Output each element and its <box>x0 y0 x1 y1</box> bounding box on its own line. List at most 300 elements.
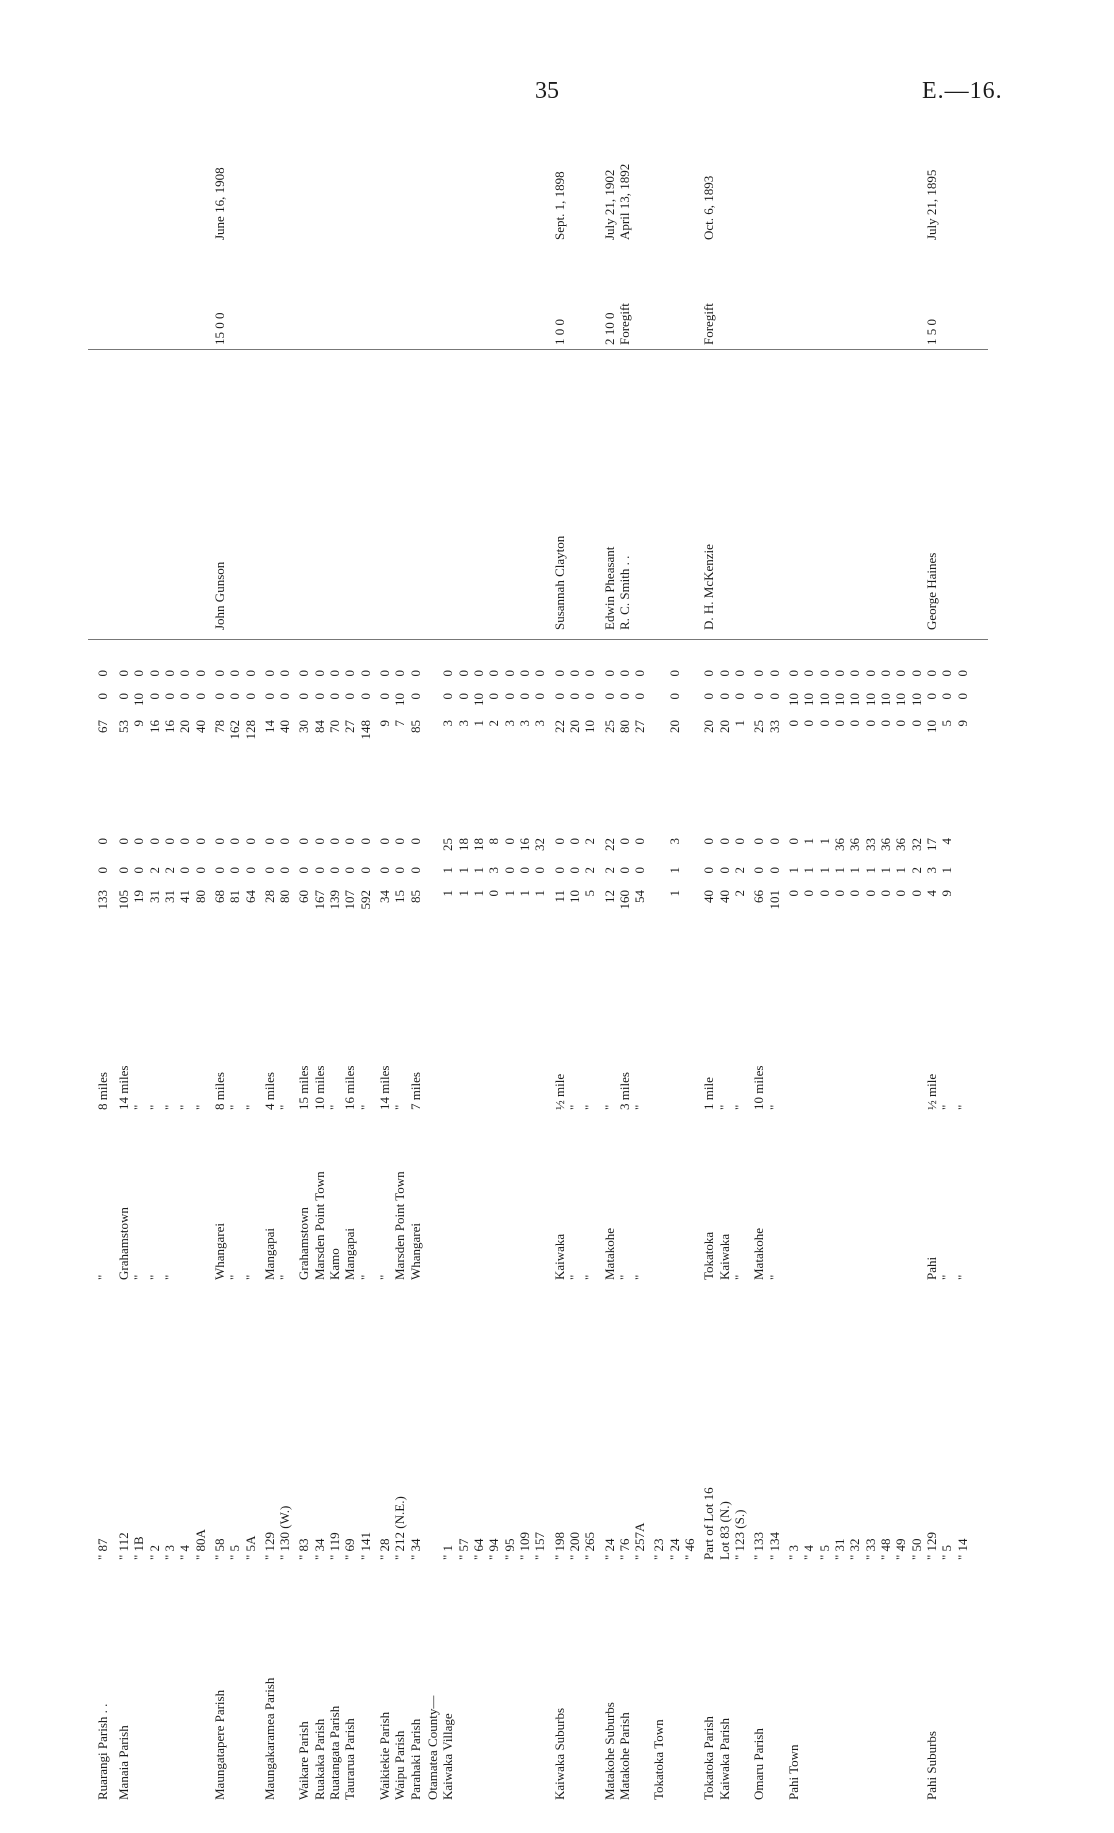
value-pounds-cell: 3 <box>532 720 548 727</box>
value-pounds-cell: 40 <box>277 720 293 733</box>
acres-cell: 592 <box>357 890 373 910</box>
value-pence-cell: 0 <box>801 670 817 677</box>
perches-cell: 33 <box>862 838 878 851</box>
distance-cell: 14 miles <box>376 1065 392 1110</box>
section-cell: " 24 <box>666 1538 682 1560</box>
value-pounds-cell: 27 <box>342 720 358 733</box>
value-pence-cell: 0 <box>517 670 533 677</box>
value-pounds-cell: 2 <box>486 720 502 727</box>
roods-cell: 0 <box>192 867 208 874</box>
value-pence-cell: 0 <box>161 670 177 677</box>
distance-cell: " <box>192 1104 208 1110</box>
table-row <box>441 80 455 1800</box>
value-shillings-cell: 0 <box>751 693 767 700</box>
table-row <box>378 80 392 1800</box>
table-row <box>768 80 782 1800</box>
perches-cell: 0 <box>732 838 748 845</box>
value-pounds-cell: 1 <box>732 720 748 727</box>
value-shillings-cell: 0 <box>616 693 632 700</box>
nearest-town-cell: " <box>94 1274 110 1280</box>
district-cell: Maungatapere Parish <box>211 1689 227 1800</box>
section-cell: " 48 <box>878 1538 894 1560</box>
value-pence-cell: 0 <box>666 670 682 677</box>
table-row <box>603 80 617 1800</box>
section-cell: " 157 <box>532 1531 548 1560</box>
value-pence-cell: 0 <box>908 670 924 677</box>
roods-cell: 0 <box>227 867 243 874</box>
value-pence-cell: 0 <box>146 670 162 677</box>
roods-cell: 0 <box>296 867 312 874</box>
table-row <box>956 80 970 1800</box>
distance-cell: 8 miles <box>94 1072 110 1110</box>
nearest-town-cell: " <box>616 1274 632 1280</box>
distance-cell: " <box>327 1104 342 1110</box>
value-pounds-cell: 10 <box>924 720 940 733</box>
value-shillings-cell: 0 <box>357 693 373 700</box>
roods-cell: 0 <box>716 867 732 874</box>
value-pounds-cell: 3 <box>501 720 517 727</box>
roods-cell: 0 <box>392 867 408 874</box>
district-cell: Waikare Parish <box>296 1721 312 1800</box>
district-cell: Waikiekie Parish <box>376 1711 392 1800</box>
section-cell: " 34 <box>311 1538 327 1560</box>
district-cell: Waipu Parish <box>392 1730 408 1800</box>
acres-cell: 10 <box>567 890 582 903</box>
acres-cell: 68 <box>211 890 227 903</box>
value-pounds-cell: 128 <box>242 720 258 740</box>
value-shillings-cell: 10 <box>801 693 817 706</box>
value-pounds-cell: 3 <box>455 720 471 727</box>
acres-cell: 1 <box>501 890 517 897</box>
acres-cell: 54 <box>632 890 648 903</box>
value-pounds-cell: 22 <box>551 720 567 733</box>
section-cell: " 212 (N.E.) <box>392 1496 408 1560</box>
perches-cell: 0 <box>177 838 193 845</box>
roods-cell: 0 <box>766 867 782 874</box>
acres-cell: 19 <box>131 890 147 903</box>
table-row <box>313 80 327 1800</box>
table-row <box>297 80 311 1800</box>
value-pounds-cell: 9 <box>954 720 970 727</box>
acres-cell: 1 <box>532 890 548 897</box>
value-pounds-cell: 0 <box>816 720 832 727</box>
table-row <box>178 80 192 1800</box>
section-cell: " 5A <box>242 1535 258 1560</box>
perches-cell: 0 <box>94 838 110 845</box>
district-cell: Tokatoka Town <box>651 1719 667 1800</box>
section-cell: " 28 <box>376 1538 392 1560</box>
section-cell: " 34 <box>407 1538 423 1560</box>
perches-cell: 3 <box>666 838 682 845</box>
perches-cell: 0 <box>277 838 293 845</box>
value-pounds-cell: 0 <box>862 720 878 727</box>
acres-cell: 31 <box>146 890 162 903</box>
value-shillings-cell: 0 <box>261 693 277 700</box>
roods-cell: 0 <box>517 867 533 874</box>
value-pence-cell: 0 <box>376 670 392 677</box>
value-shillings-cell: 0 <box>532 693 548 700</box>
table-row <box>633 80 647 1800</box>
section-cell: " 33 <box>862 1538 878 1560</box>
lease-date-cell: July 21, 1902 <box>601 169 617 240</box>
distance-cell: 4 miles <box>261 1072 277 1110</box>
distance-cell: 1 mile <box>701 1077 717 1110</box>
value-pence-cell: 0 <box>785 670 801 677</box>
value-shillings-cell: 10 <box>131 693 147 706</box>
perches-cell: 0 <box>357 838 373 845</box>
distance-cell: ½ mile <box>924 1073 940 1110</box>
value-pounds-cell: 20 <box>716 720 732 733</box>
value-pence-cell: 0 <box>311 670 327 677</box>
perches-cell: 4 <box>939 838 955 845</box>
district-cell: Kaiwaka Parish <box>716 1718 732 1800</box>
rent-cell: 2 10 0 <box>601 312 617 345</box>
roods-cell: 0 <box>277 867 293 874</box>
perches-cell: 0 <box>146 838 162 845</box>
district-cell: Tokatoka Parish <box>701 1716 717 1800</box>
distance-cell: 8 miles <box>211 1072 227 1110</box>
roods-cell: 0 <box>376 867 392 874</box>
roods-cell: 3 <box>486 867 502 874</box>
value-pence-cell: 0 <box>440 670 456 677</box>
perches-cell: 0 <box>227 838 243 845</box>
table-row <box>244 80 258 1800</box>
acres-cell: 85 <box>407 890 423 903</box>
roods-cell: 2 <box>732 867 748 874</box>
value-pounds-cell: 16 <box>146 720 162 733</box>
endowment-table <box>88 80 988 1800</box>
table-row <box>328 80 342 1800</box>
acres-cell: 1 <box>666 890 682 897</box>
perches-cell: 0 <box>716 838 732 845</box>
roods-cell: 3 <box>924 867 940 874</box>
value-pence-cell: 0 <box>392 670 408 677</box>
table-row <box>343 80 357 1800</box>
value-shillings-cell: 0 <box>666 693 682 700</box>
distance-cell: " <box>146 1104 162 1110</box>
section-cell: " 129 <box>261 1531 277 1560</box>
value-shillings-cell: 10 <box>831 693 847 706</box>
section-cell: " 200 <box>567 1531 582 1560</box>
perches-cell: 0 <box>701 838 717 845</box>
value-pounds-cell: 148 <box>357 720 373 740</box>
section-cell: " 23 <box>651 1538 667 1560</box>
roods-cell: 0 <box>632 867 648 874</box>
acres-cell: 12 <box>601 890 617 903</box>
acres-cell: 80 <box>192 890 208 903</box>
perches-cell: 36 <box>831 838 847 851</box>
perches-cell: 0 <box>327 838 342 845</box>
nearest-town-cell: Whangarei <box>407 1222 423 1280</box>
value-pounds-cell: 10 <box>582 720 598 733</box>
perches-cell: 0 <box>632 838 648 845</box>
perches-cell: 0 <box>376 838 392 845</box>
perches-cell: 0 <box>296 838 312 845</box>
table-row <box>263 80 277 1800</box>
acres-cell: 101 <box>766 890 782 910</box>
roods-cell: 0 <box>261 867 277 874</box>
nearest-town-cell: Matakohe <box>751 1228 767 1280</box>
value-shillings-cell: 0 <box>632 693 648 700</box>
table-row <box>148 80 162 1800</box>
value-pence-cell: 0 <box>751 670 767 677</box>
table-row <box>132 80 146 1800</box>
section-cell: " 94 <box>486 1538 502 1560</box>
perches-cell: 0 <box>551 838 567 845</box>
value-pence-cell: 0 <box>616 670 632 677</box>
acres-cell: 41 <box>177 890 193 903</box>
value-shillings-cell: 0 <box>242 693 258 700</box>
value-pence-cell: 0 <box>94 670 110 677</box>
section-cell: " 58 <box>211 1538 227 1560</box>
value-shillings-cell: 0 <box>567 693 582 700</box>
table-row <box>818 80 832 1800</box>
perches-cell: 0 <box>311 838 327 845</box>
distance-cell: " <box>954 1104 970 1110</box>
section-cell: " 198 <box>551 1531 567 1560</box>
value-pounds-cell: 162 <box>227 720 243 740</box>
section-cell: " 3 <box>161 1544 177 1560</box>
table-row <box>833 80 847 1800</box>
roods-cell: 0 <box>407 867 423 874</box>
table-row <box>228 80 242 1800</box>
value-pence-cell: 0 <box>862 670 878 677</box>
table-row <box>652 80 666 1800</box>
value-pence-cell: 0 <box>924 670 940 677</box>
value-shillings-cell: 0 <box>94 693 110 700</box>
acres-cell: 34 <box>376 890 392 903</box>
section-cell: " 46 <box>682 1538 698 1560</box>
roods-cell: 1 <box>878 867 894 874</box>
perches-cell: 22 <box>601 838 617 851</box>
acres-cell: 0 <box>816 890 832 897</box>
rent-cell: 15 0 0 <box>211 312 227 345</box>
value-pence-cell: 0 <box>701 670 717 677</box>
value-pounds-cell: 67 <box>94 720 110 733</box>
page-number: 35 <box>535 78 559 104</box>
nearest-town-cell: Grahamstown <box>296 1207 312 1280</box>
value-pence-cell: 0 <box>893 670 909 677</box>
value-pence-cell: 0 <box>716 670 732 677</box>
value-pounds-cell: 0 <box>847 720 863 727</box>
acres-cell: 81 <box>227 890 243 903</box>
value-shillings-cell: 0 <box>296 693 312 700</box>
value-shillings-cell: 10 <box>392 693 408 706</box>
acres-cell: 0 <box>862 890 878 897</box>
roods-cell: 0 <box>567 867 582 874</box>
value-pounds-cell: 0 <box>908 720 924 727</box>
value-pounds-cell: 40 <box>192 720 208 733</box>
perches-cell: 0 <box>567 838 582 845</box>
distance-cell: " <box>392 1104 408 1110</box>
value-shillings-cell: 0 <box>192 693 208 700</box>
section-cell: " 5 <box>939 1544 955 1560</box>
table-row <box>518 80 532 1800</box>
roods-cell: 0 <box>342 867 358 874</box>
value-pounds-cell: 20 <box>567 720 582 733</box>
value-pence-cell: 0 <box>816 670 832 677</box>
district-cell: Kaiwaka Village <box>440 1713 456 1800</box>
section-cell: " 83 <box>296 1538 312 1560</box>
section-cell: " 4 <box>177 1544 193 1560</box>
value-pounds-cell: 25 <box>751 720 767 733</box>
perches-cell: 32 <box>532 838 548 851</box>
value-shillings-cell: 0 <box>327 693 342 700</box>
table-row <box>96 80 110 1800</box>
lease-date-cell: Sept. 1, 1898 <box>551 171 567 240</box>
value-pounds-cell: 0 <box>831 720 847 727</box>
perches-cell: 0 <box>766 838 782 845</box>
district-cell: Matakohe Suburbs <box>601 1702 617 1800</box>
value-shillings-cell: 0 <box>115 693 131 700</box>
table-row <box>879 80 893 1800</box>
section-cell: " 50 <box>908 1538 924 1560</box>
district-cell: Matakohe Parish <box>616 1712 632 1800</box>
distance-cell: " <box>567 1104 582 1110</box>
value-pounds-cell: 84 <box>311 720 327 733</box>
acres-cell: 0 <box>893 890 909 897</box>
acres-cell: 60 <box>296 890 312 903</box>
value-shillings-cell: 0 <box>732 693 748 700</box>
perches-cell: 25 <box>440 838 456 851</box>
section-cell: " 130 (W.) <box>277 1505 293 1560</box>
nearest-town-cell: " <box>567 1274 582 1280</box>
value-pence-cell: 0 <box>501 670 517 677</box>
nearest-town-cell: " <box>277 1274 293 1280</box>
section-cell: " 95 <box>501 1538 517 1560</box>
value-pence-cell: 0 <box>455 670 471 677</box>
section-cell: " 129 <box>924 1531 940 1560</box>
section-cell: " 119 <box>327 1532 342 1560</box>
nearest-town-cell: Pahi <box>924 1256 940 1280</box>
value-pence-cell: 0 <box>632 670 648 677</box>
roods-cell: 2 <box>601 867 617 874</box>
table-row <box>718 80 732 1800</box>
section-cell: " 1 <box>440 1544 456 1560</box>
value-pounds-cell: 20 <box>666 720 682 733</box>
acres-cell: 40 <box>701 890 717 903</box>
nearest-town-cell: " <box>732 1274 748 1280</box>
nearest-town-cell: Tokatoka <box>701 1231 717 1280</box>
nearest-town-cell: Marsden Point Town <box>311 1171 327 1280</box>
section-cell: " 64 <box>471 1538 486 1560</box>
district-cell: Otamatea County— <box>424 1695 440 1800</box>
perches-cell: 2 <box>582 838 598 845</box>
section-cell: " 14 <box>954 1538 970 1560</box>
value-pence-cell: 0 <box>296 670 312 677</box>
roods-cell: 0 <box>94 867 110 874</box>
perches-cell: 0 <box>342 838 358 845</box>
distance-cell: " <box>242 1104 258 1110</box>
value-pounds-cell: 9 <box>131 720 147 727</box>
roods-cell: 0 <box>532 867 548 874</box>
value-shillings-cell: 0 <box>766 693 782 700</box>
value-pence-cell: 0 <box>831 670 847 677</box>
value-shillings-cell: 10 <box>908 693 924 706</box>
acres-cell: 80 <box>277 890 293 903</box>
acres-cell: 1 <box>517 890 533 897</box>
table-row <box>668 80 682 1800</box>
perches-cell: 16 <box>517 838 533 851</box>
district-cell: Maungakaramea Parish <box>261 1677 277 1800</box>
value-shillings-cell: 0 <box>924 693 940 700</box>
acres-cell: 2 <box>732 890 748 897</box>
section-cell: " 76 <box>616 1538 632 1560</box>
section-cell: " 57 <box>455 1538 471 1560</box>
acres-cell: 160 <box>616 890 632 910</box>
section-cell: " 5 <box>227 1544 243 1560</box>
value-pence-cell: 0 <box>532 670 548 677</box>
value-pounds-cell: 0 <box>801 720 817 727</box>
value-pence-cell: 0 <box>847 670 863 677</box>
perches-cell: 18 <box>455 838 471 851</box>
distance-cell: " <box>766 1104 782 1110</box>
section-cell: " 87 <box>94 1538 110 1560</box>
nearest-town-cell: Mangapai <box>342 1228 358 1280</box>
value-pence-cell: 0 <box>277 670 293 677</box>
value-shillings-cell: 0 <box>939 693 955 700</box>
table-row <box>472 80 486 1800</box>
perches-cell: 0 <box>392 838 408 845</box>
value-pounds-cell: 3 <box>440 720 456 727</box>
acres-cell: 15 <box>392 890 408 903</box>
perches-cell: 0 <box>407 838 423 845</box>
roods-cell: 2 <box>908 867 924 874</box>
acres-cell: 0 <box>847 890 863 897</box>
lease-date-cell: July 21, 1895 <box>924 169 940 240</box>
value-shillings-cell: 0 <box>455 693 471 700</box>
district-cell: Ruatangata Parish <box>327 1705 342 1800</box>
value-pence-cell: 0 <box>211 670 227 677</box>
value-pounds-cell: 85 <box>407 720 423 733</box>
lessee-cell: John Gunson <box>211 561 227 630</box>
acres-cell: 31 <box>161 890 177 903</box>
roods-cell: 1 <box>847 867 863 874</box>
table-row <box>894 80 908 1800</box>
district-cell: Ruakaka Parish <box>311 1718 327 1800</box>
value-pounds-cell: 7 <box>392 720 408 727</box>
acres-cell: 4 <box>924 890 940 897</box>
roods-cell: 2 <box>582 867 598 874</box>
perches-cell: 36 <box>878 838 894 851</box>
roods-cell: 1 <box>862 867 878 874</box>
district-cell: Pahi Town <box>785 1744 801 1800</box>
value-shillings-cell: 0 <box>311 693 327 700</box>
table-row <box>117 80 131 1800</box>
distance-cell: " <box>227 1104 243 1110</box>
value-pounds-cell: 80 <box>616 720 632 733</box>
value-shillings-cell: 0 <box>146 693 162 700</box>
district-cell: Kaiwaka Suburbs <box>551 1707 567 1800</box>
roods-cell: 0 <box>501 867 517 874</box>
value-shillings-cell: 0 <box>227 693 243 700</box>
table-row <box>752 80 766 1800</box>
value-pounds-cell: 9 <box>376 720 392 727</box>
section-cell: " 265 <box>582 1531 598 1560</box>
acres-cell: 11 <box>551 890 567 903</box>
value-pence-cell: 0 <box>407 670 423 677</box>
distance-cell: 10 miles <box>311 1065 327 1110</box>
value-pounds-cell: 0 <box>893 720 909 727</box>
distance-cell: " <box>939 1104 955 1110</box>
value-shillings-cell: 0 <box>601 693 617 700</box>
value-shillings-cell: 10 <box>847 693 863 706</box>
roods-cell: 0 <box>242 867 258 874</box>
acres-cell: 40 <box>716 890 732 903</box>
distance-cell: ½ mile <box>551 1073 567 1110</box>
value-pence-cell: 0 <box>551 670 567 677</box>
section-cell: " 4 <box>801 1544 817 1560</box>
